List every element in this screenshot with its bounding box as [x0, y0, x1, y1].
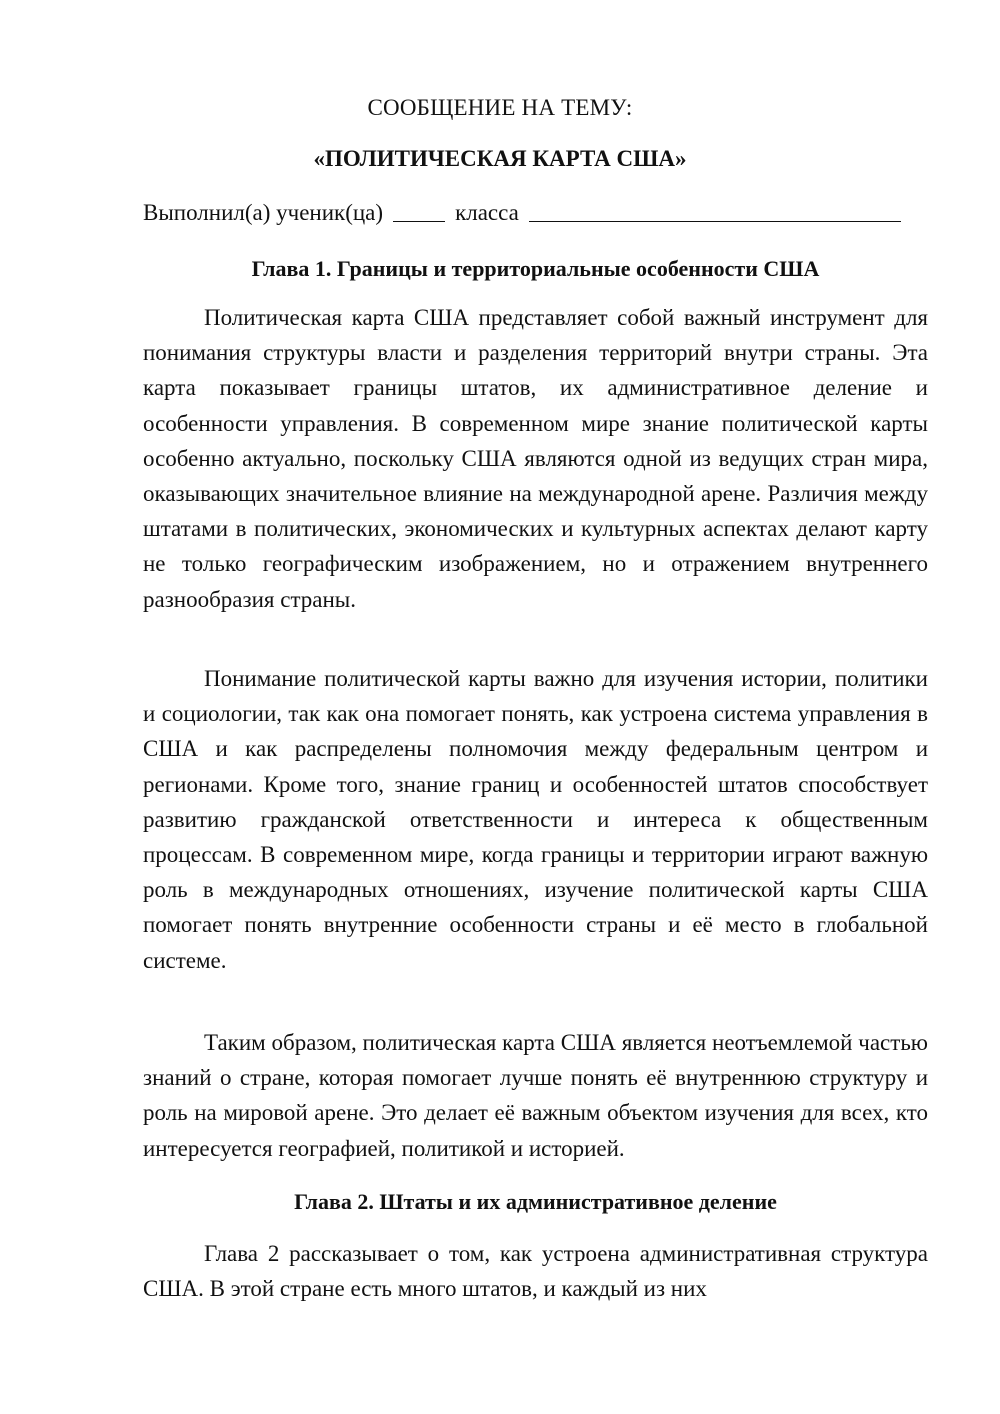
document-title-line2: «ПОЛИТИЧЕСКАЯ КАРТА США» — [313, 146, 687, 171]
author-prefix-label: Выполнил(а) ученик(ца) — [143, 200, 384, 225]
chapter2-heading: Глава 2. Штаты и их административное деление — [294, 1189, 777, 1214]
chapter1-paragraph-1: Политическая карта США представляет собой важный инструмент для понимания структуры власти и разделения территорий внутри страны. Эта карта показывает границы штатов, их административное деление и особенности управления. В современном мире знание политической карты особенно актуально, поскольку США являются одной из ведущих стран мира, оказывающих значительное влияние на международной арене. Различия между штатами в политических, экономических и культурных аспектах делают карту не только географическим изображением, но и отражением внутреннего разнообразия страны. — [143, 305, 928, 612]
author-line — [143, 198, 933, 228]
document-title-line1: СООБЩЕНИЕ НА ТЕМУ: — [367, 95, 633, 120]
chapter1-paragraph-3: Таким образом, политическая карта США является неотъемлемой частью знаний о стране, которая помогает лучше понять её внутреннюю структуру и роль на мировой арене. Это делает её важным объектом изучения для всех, кто интересуется географией, политикой и историей. — [143, 1030, 928, 1161]
class-number-blank — [393, 201, 445, 222]
chapter1-heading: Глава 1. Границы и территориальные особенности США — [251, 256, 820, 281]
author-name-blank — [529, 201, 901, 222]
author-class-label: класса — [455, 200, 519, 225]
chapter2-paragraph-1: Глава 2 рассказывает о том, как устроена административная структура США. В этой стране есть много штатов, и каждый из них — [143, 1241, 928, 1302]
chapter1-paragraph-2: Понимание политической карты важно для изучения истории, политики и социологии, так как она помогает понять, как устроена система управления в США и как распределены полномочия между федеральным центром и регионами. Кроме того, знание границ и особенностей штатов способствует развитию гражданской ответственности и интереса к общественным процессам. В современном мире, когда границы и территории играют важную роль в международных отношениях, изучение политической карты США помогает понять внутренние особенности страны и её место в глобальной системе. — [143, 666, 928, 973]
